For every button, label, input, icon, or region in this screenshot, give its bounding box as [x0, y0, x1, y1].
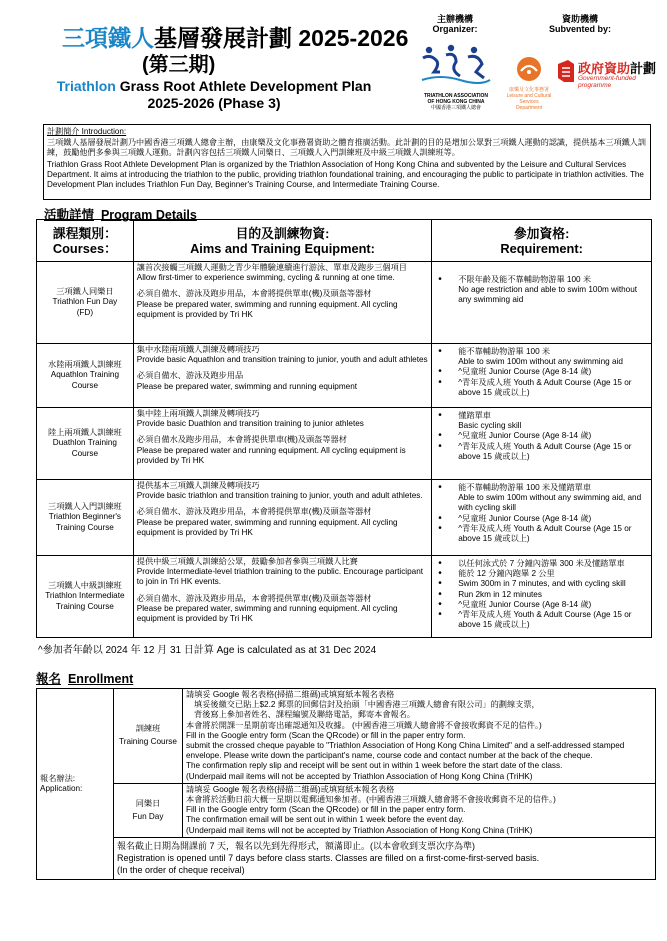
- aims-cell: 集中陸上兩項鐵人訓練及轉項技巧 Provide basic Duathlon and transition training to junior athletes 必須自備水及跑步用品，本會將提供單車(機)及頭盔等器材 Please be prepared water and running equipment. All cycling equipment is provided by Tri HK: [133, 408, 431, 480]
- age-note: ^參加者年齡以 2024 年 12 月 31 日計算 Age is calculated as at 31 Dec 2024: [38, 645, 377, 656]
- program-row: [37, 556, 652, 638]
- requirement-item: Able to swim 100m without any swimming aid, and with cycling skill: [458, 493, 642, 513]
- requirement-item: Basic cycling skill: [458, 421, 522, 431]
- requirement-cell: [432, 480, 652, 556]
- requirement-item: • 不限年齡及能不靠輔助物游畢 100 米: [436, 275, 648, 285]
- program-row: [37, 344, 652, 408]
- aims-cell: 集中水陸兩項鐵人訓練及轉項技巧 Provide basic Aquathlon and transition training to junior, youth and adult athletes 必須自備水、游泳及跑步用品 Please be prepared water, swimming and running equipment: [133, 344, 431, 408]
- instruction-line: The confirmation email will be sent out in within 1 week before the event day.: [186, 815, 464, 825]
- instruction-line: 本會將於活動日前大概一星期以電郵通知參加者。(中國香港三項鐵人總會將不會接收郵資不足的信件。): [186, 795, 556, 805]
- funday-label-cell: 同樂日 Fun Day: [114, 783, 183, 837]
- requirement-cell: [432, 556, 652, 638]
- requirement-item: • Swim 300m in 7 minutes, and with cycling skill: [436, 579, 648, 589]
- training-course-label-cell: 訓練班 Training Course: [114, 689, 183, 784]
- tahk-logo: TRIATHLON ASSOCIATION OF HONG KONG CHINA 中國香港三項鐵人總會: [420, 42, 492, 111]
- program-table: [36, 219, 652, 638]
- aims-cell: 讓首次接觸三項鐵人運動之青少年體驗連續進行游泳、單車及跑步三個項目 Allow first-timer to experience swimming, cycling & running at one time. 必須自備水、游泳及跑步用品，本會將提供單車(機)及頭盔等器材 Please be prepared water, swimming and running equipment. All cycling equipment is provided by Tri HK: [133, 262, 431, 344]
- aims-cell: 提供中級三項鐵人訓練給公眾，鼓勵參加者參與三項鐵人比賽 Provide Intermediate-level triathlon training to the public. Encourage participant to join in Tri HK events. 必須自備水、游泳及跑步用品，本會將提供單車(機)及頭盔等器材 Please be prepared water, swimming and running equipment. All cycling equipment is provided by Tri HK: [133, 556, 431, 638]
- requirement-item: • ^兒童班 Junior Course (Age 8-14 歲): [436, 367, 648, 377]
- requirement-item: • ^青年及成人班 Youth & Adult Course (Age 15 or above 15 歲或以上): [436, 610, 648, 630]
- requirement-item: • ^兒童班 Junior Course (Age 8-14 歲): [436, 600, 648, 610]
- course-name-cell: 陸上兩項鐵人訓練班 Duathlon Training Course: [37, 408, 134, 480]
- requirement-item: • ^兒童班 Junior Course (Age 8-14 歲): [436, 514, 648, 524]
- requirement-cell: [432, 344, 652, 408]
- instruction-line: The confirmation reply slip and receipt will be sent out in within 1 week before the start date of the class.: [186, 761, 563, 771]
- requirement-item: • ^青年及成人班 Youth & Adult Course (Age 15 or above 15 歲或以上): [436, 524, 648, 544]
- instruction-line: submit the crossed cheque payable to "Triathlon Association of Hong Kong China Limited" and a self-addressed stamped envelope. Please write down the participant's name, course code and contact number at the back of the cheque.: [186, 741, 625, 761]
- application-method-cell: 報名辦法: Application:: [37, 689, 114, 880]
- gov-funded-icon: [556, 60, 576, 84]
- requirement-item: • 以任何泳式於 7 分鐘內游畢 300 米及懂踏單車: [436, 559, 648, 569]
- lcsd-logo-icon: [506, 56, 552, 82]
- course-name-cell: 三項鐵人中級訓練班 Triathlon Intermediate Training Course: [37, 556, 134, 638]
- page-title-zh: 三項鐵人基層發展計劃 2025-2026: [62, 25, 409, 51]
- program-row: [37, 408, 652, 480]
- program-details-heading: 活動詳情 Program Details: [44, 208, 197, 222]
- instruction-line: 填妥後繳交已貼上$2.2 郵票的回郵信封及抬頭「中國香港三項鐵人總會有限公司」的劃線支票，: [194, 700, 540, 710]
- requirement-item: • 能不靠輔助物游畢 100 米: [436, 347, 648, 357]
- requirement-item: • 能於 12 分鐘內跑畢 2 公里: [436, 569, 648, 579]
- instruction-line: (Underpaid mail items will not be accepted by Triathlon Association of Hong Kong China (TriHK): [186, 825, 533, 835]
- lcsd-logo: 康樂及文化事務署 Leisure and Cultural Services Department: [506, 56, 552, 111]
- subvented-label: 資助機構 Subvented by:: [548, 14, 611, 34]
- requirement-cell: [432, 408, 652, 480]
- aims-cell: 提供基本三項鐵人訓練及轉項技巧 Provide basic triathlon and transition training to junior, youth and adult athletes. 必須自備水、游泳及跑步用品，本會將提供單車(機)及頭盔等器材 Please be prepared water, swimming and running equipment. All cycling equipment is provided by Tri HK: [133, 480, 431, 556]
- page-phase-zh: (第三期): [142, 54, 216, 76]
- deadline-cell: 報名截止日期為開課前 7 天，報名以先到先得形式，額滿即止。(以本會收到支票次序為準) Registration is opened until 7 days before class starts. Classes are filled on a first-come-first-served basis. (In the order of cheque receival): [114, 837, 656, 879]
- program-row: [37, 262, 652, 344]
- instruction-line: 請填妥 Google 報名表格(掃描二維碼)或填寫紙本報名表格: [186, 784, 395, 794]
- instruction-line: Fill in the Google entry form (Scan the QRcode) or fill in the paper entry form.: [186, 730, 466, 740]
- col-header-aims: 目的及訓練物資: Aims and Training Equipment:: [133, 220, 431, 262]
- requirement-item: • ^青年及成人班 Youth & Adult Course (Age 15 or above 15 歲或以上): [436, 442, 648, 462]
- course-name-cell: 三項鐵人同樂日 Triathlon Fun Day (FD): [37, 262, 134, 344]
- requirement-item: • Run 2km in 12 minutes: [436, 590, 648, 600]
- instruction-line: Fill in the Google entry form (Scan the QRcode) or fill in the paper entry form.: [186, 805, 466, 815]
- program-row: [37, 480, 652, 556]
- course-name-cell: 三項鐵人入門訓練班 Triathlon Beginner's Training Course: [37, 480, 134, 556]
- requirement-item: No age restriction and able to swim 100m without any swimming aid: [458, 285, 638, 305]
- instruction-line: 本會將於開課一星期前寄出確認通知及收據。 (中國香港三項鐵人總會將不會接收郵資不足的信件。): [186, 720, 542, 730]
- instruction-line: (Underpaid mail items will not be accepted by Triathlon Association of Hong Kong China (TriHK): [186, 771, 533, 781]
- introduction-box: 計劃簡介 Introduction: 三項鐵人基層發展計劃乃中國香港三項鐵人總會主辦，由康樂及文化事務署資助之體育推廣活動。此計劃的目的是增加公眾對三項鐵人運動的認識，提供基本三項鐵人訓練，鼓勵他們多參與三項鐵人運動。計劃內容包括三項鐵人同樂日、三項鐵人入門訓練班及中級三項鐵人訓練班等。 Triathlon Grass Root Athlete Development Plan is organized by the Triathlon Association of Hong Kong China and subvented by the Leisure and Cultural Services Department. It aims at introducing the triathlon to the public, providing triathlon foundational training, and encouraging the public to participate in triathlon activities. The Development Plan includes Triathlon Fun Day, Beginner's Training Course, and Intermediate Training Course.: [43, 124, 651, 200]
- enrollment-table: [36, 688, 656, 880]
- requirement-item: • ^青年及成人班 Youth & Adult Course (Age 15 or above 15 歲或以上): [436, 378, 648, 398]
- enrollment-heading: 報名 Enrollment: [36, 672, 134, 686]
- col-header-course: 課程類別： Courses：: [37, 220, 134, 262]
- requirement-cell: [432, 262, 652, 344]
- organizer-label: 主辦機構 Organizer:: [432, 14, 478, 34]
- requirement-item: • 懂踏單車: [436, 411, 648, 421]
- funday-instructions: [183, 783, 656, 837]
- course-name-cell: 水陸兩項鐵人訓練班 Aquathlon Training Course: [37, 344, 134, 408]
- program-table-body: [37, 262, 652, 638]
- requirement-item: Able to swim 100m without any swimming aid: [458, 357, 623, 367]
- triathlon-logo-icon: [420, 42, 492, 88]
- requirement-item: • ^兒童班 Junior Course (Age 8-14 歲): [436, 431, 648, 441]
- instruction-line: 請填妥 Google 報名表格(掃描二維碼)或填寫紙本報名表格: [186, 690, 395, 699]
- instruction-line: 背後寫上參加者姓名、課程編號及聯絡電話，郵寄本會報名。: [194, 710, 416, 720]
- requirement-item: • 能不靠輔助物游畢 100 米及懂踏單車: [436, 483, 648, 493]
- col-header-requirement: 參加資格: Requirement:: [432, 220, 652, 262]
- training-course-instructions: [183, 689, 656, 784]
- page-title-en: Triathlon Grass Root Athlete Development Plan 2025-2026 (Phase 3): [56, 78, 372, 111]
